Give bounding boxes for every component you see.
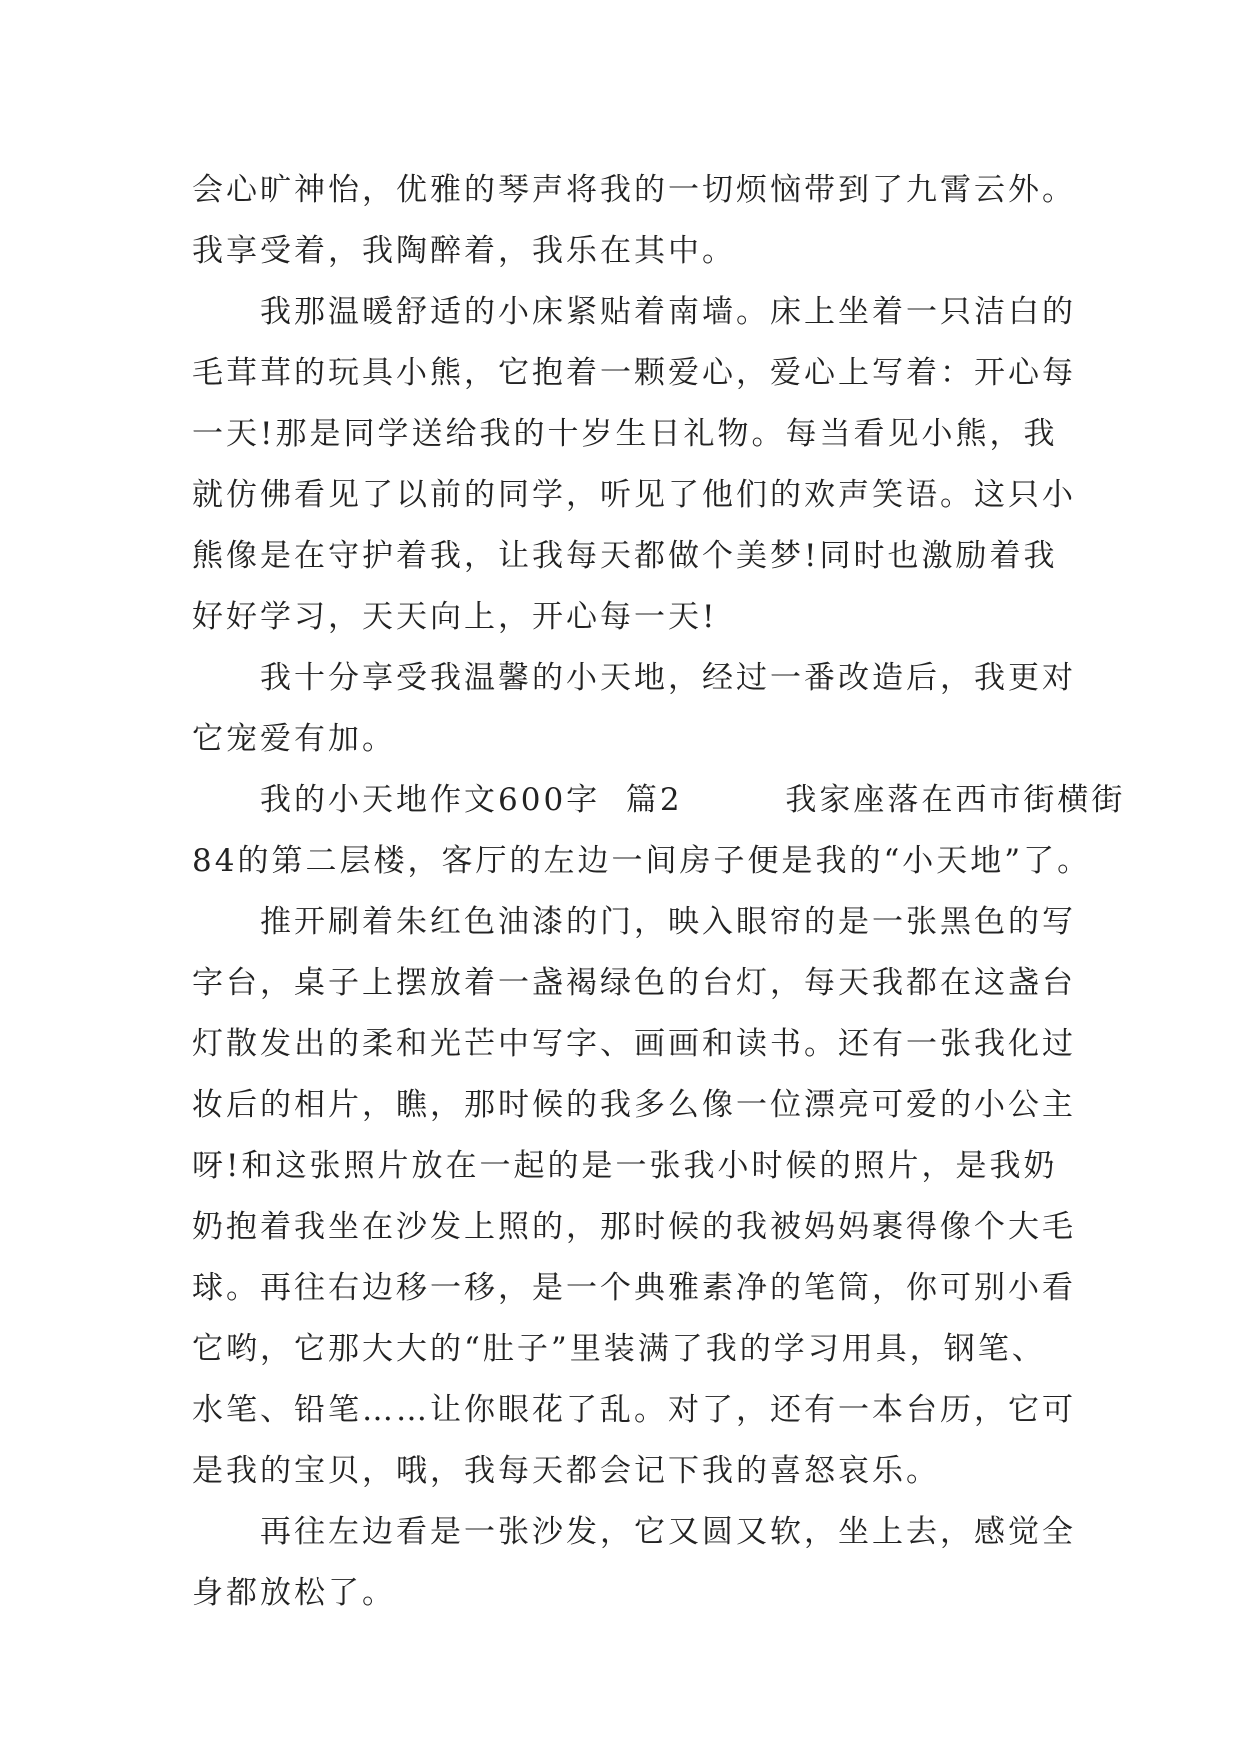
text-line: 熊像是在守护着我，让我每天都做个美梦!同时也激励着我 <box>192 538 1058 574</box>
text-line: 它宠爱有加。 <box>192 721 396 757</box>
text-line: 水笔、铅笔……让你眼花了乱。对了，还有一本台历，它可 <box>192 1392 1076 1428</box>
text-line: 我享受着，我陶醉着，我乐在其中。 <box>192 233 736 269</box>
text-line: 毛茸茸的玩具小熊，它抱着一颗爱心，爱心上写着：开心每 <box>192 355 1076 391</box>
section-heading-line: 我的小天地作文600字 篇2 我家座落在西市街横街 <box>260 782 1126 818</box>
paragraph-start-line: 推开刷着朱红色油漆的门，映入眼帘的是一张黑色的写 <box>260 904 1076 940</box>
text-line: 一天!那是同学送给我的十岁生日礼物。每当看见小熊，我 <box>192 416 1058 452</box>
paragraph-start-line: 我十分享受我温馨的小天地，经过一番改造后，我更对 <box>260 660 1076 696</box>
text-line: 灯散发出的柔和光芒中写字、画画和读书。还有一张我化过 <box>192 1026 1076 1062</box>
text-line: 妆后的相片，瞧，那时候的我多么像一位漂亮可爱的小公主 <box>192 1087 1076 1123</box>
text-line: 好好学习，天天向上，开心每一天! <box>192 599 718 635</box>
text-line: 身都放松了。 <box>192 1575 396 1611</box>
text-line: 字台，桌子上摆放着一盏褐绿色的台灯，每天我都在这盏台 <box>192 965 1076 1001</box>
paragraph-start-line: 我那温暖舒适的小床紧贴着南墙。床上坐着一只洁白的 <box>260 294 1076 330</box>
text-line: 是我的宝贝，哦，我每天都会记下我的喜怒哀乐。 <box>192 1453 940 1489</box>
text-line: 奶抱着我坐在沙发上照的，那时候的我被妈妈裹得像个大毛 <box>192 1209 1076 1245</box>
text-line: 会心旷神怡，优雅的琴声将我的一切烦恼带到了九霄云外。 <box>192 172 1076 208</box>
text-line: 就仿佛看见了以前的同学，听见了他们的欢声笑语。这只小 <box>192 477 1076 513</box>
text-line: 呀!和这张照片放在一起的是一张我小时候的照片，是我奶 <box>192 1148 1058 1184</box>
text-line: 球。再往右边移一移，是一个典雅素净的笔筒，你可别小看 <box>192 1270 1076 1306</box>
text-line: 84的第二层楼，客厅的左边一间房子便是我的“小天地”了。 <box>192 843 1092 879</box>
paragraph-start-line: 再往左边看是一张沙发，它又圆又软，坐上去，感觉全 <box>260 1514 1076 1550</box>
text-line: 它哟，它那大大的“肚子”里装满了我的学习用具，钢笔、 <box>192 1331 1046 1367</box>
document-body <box>192 160 1126 1624</box>
